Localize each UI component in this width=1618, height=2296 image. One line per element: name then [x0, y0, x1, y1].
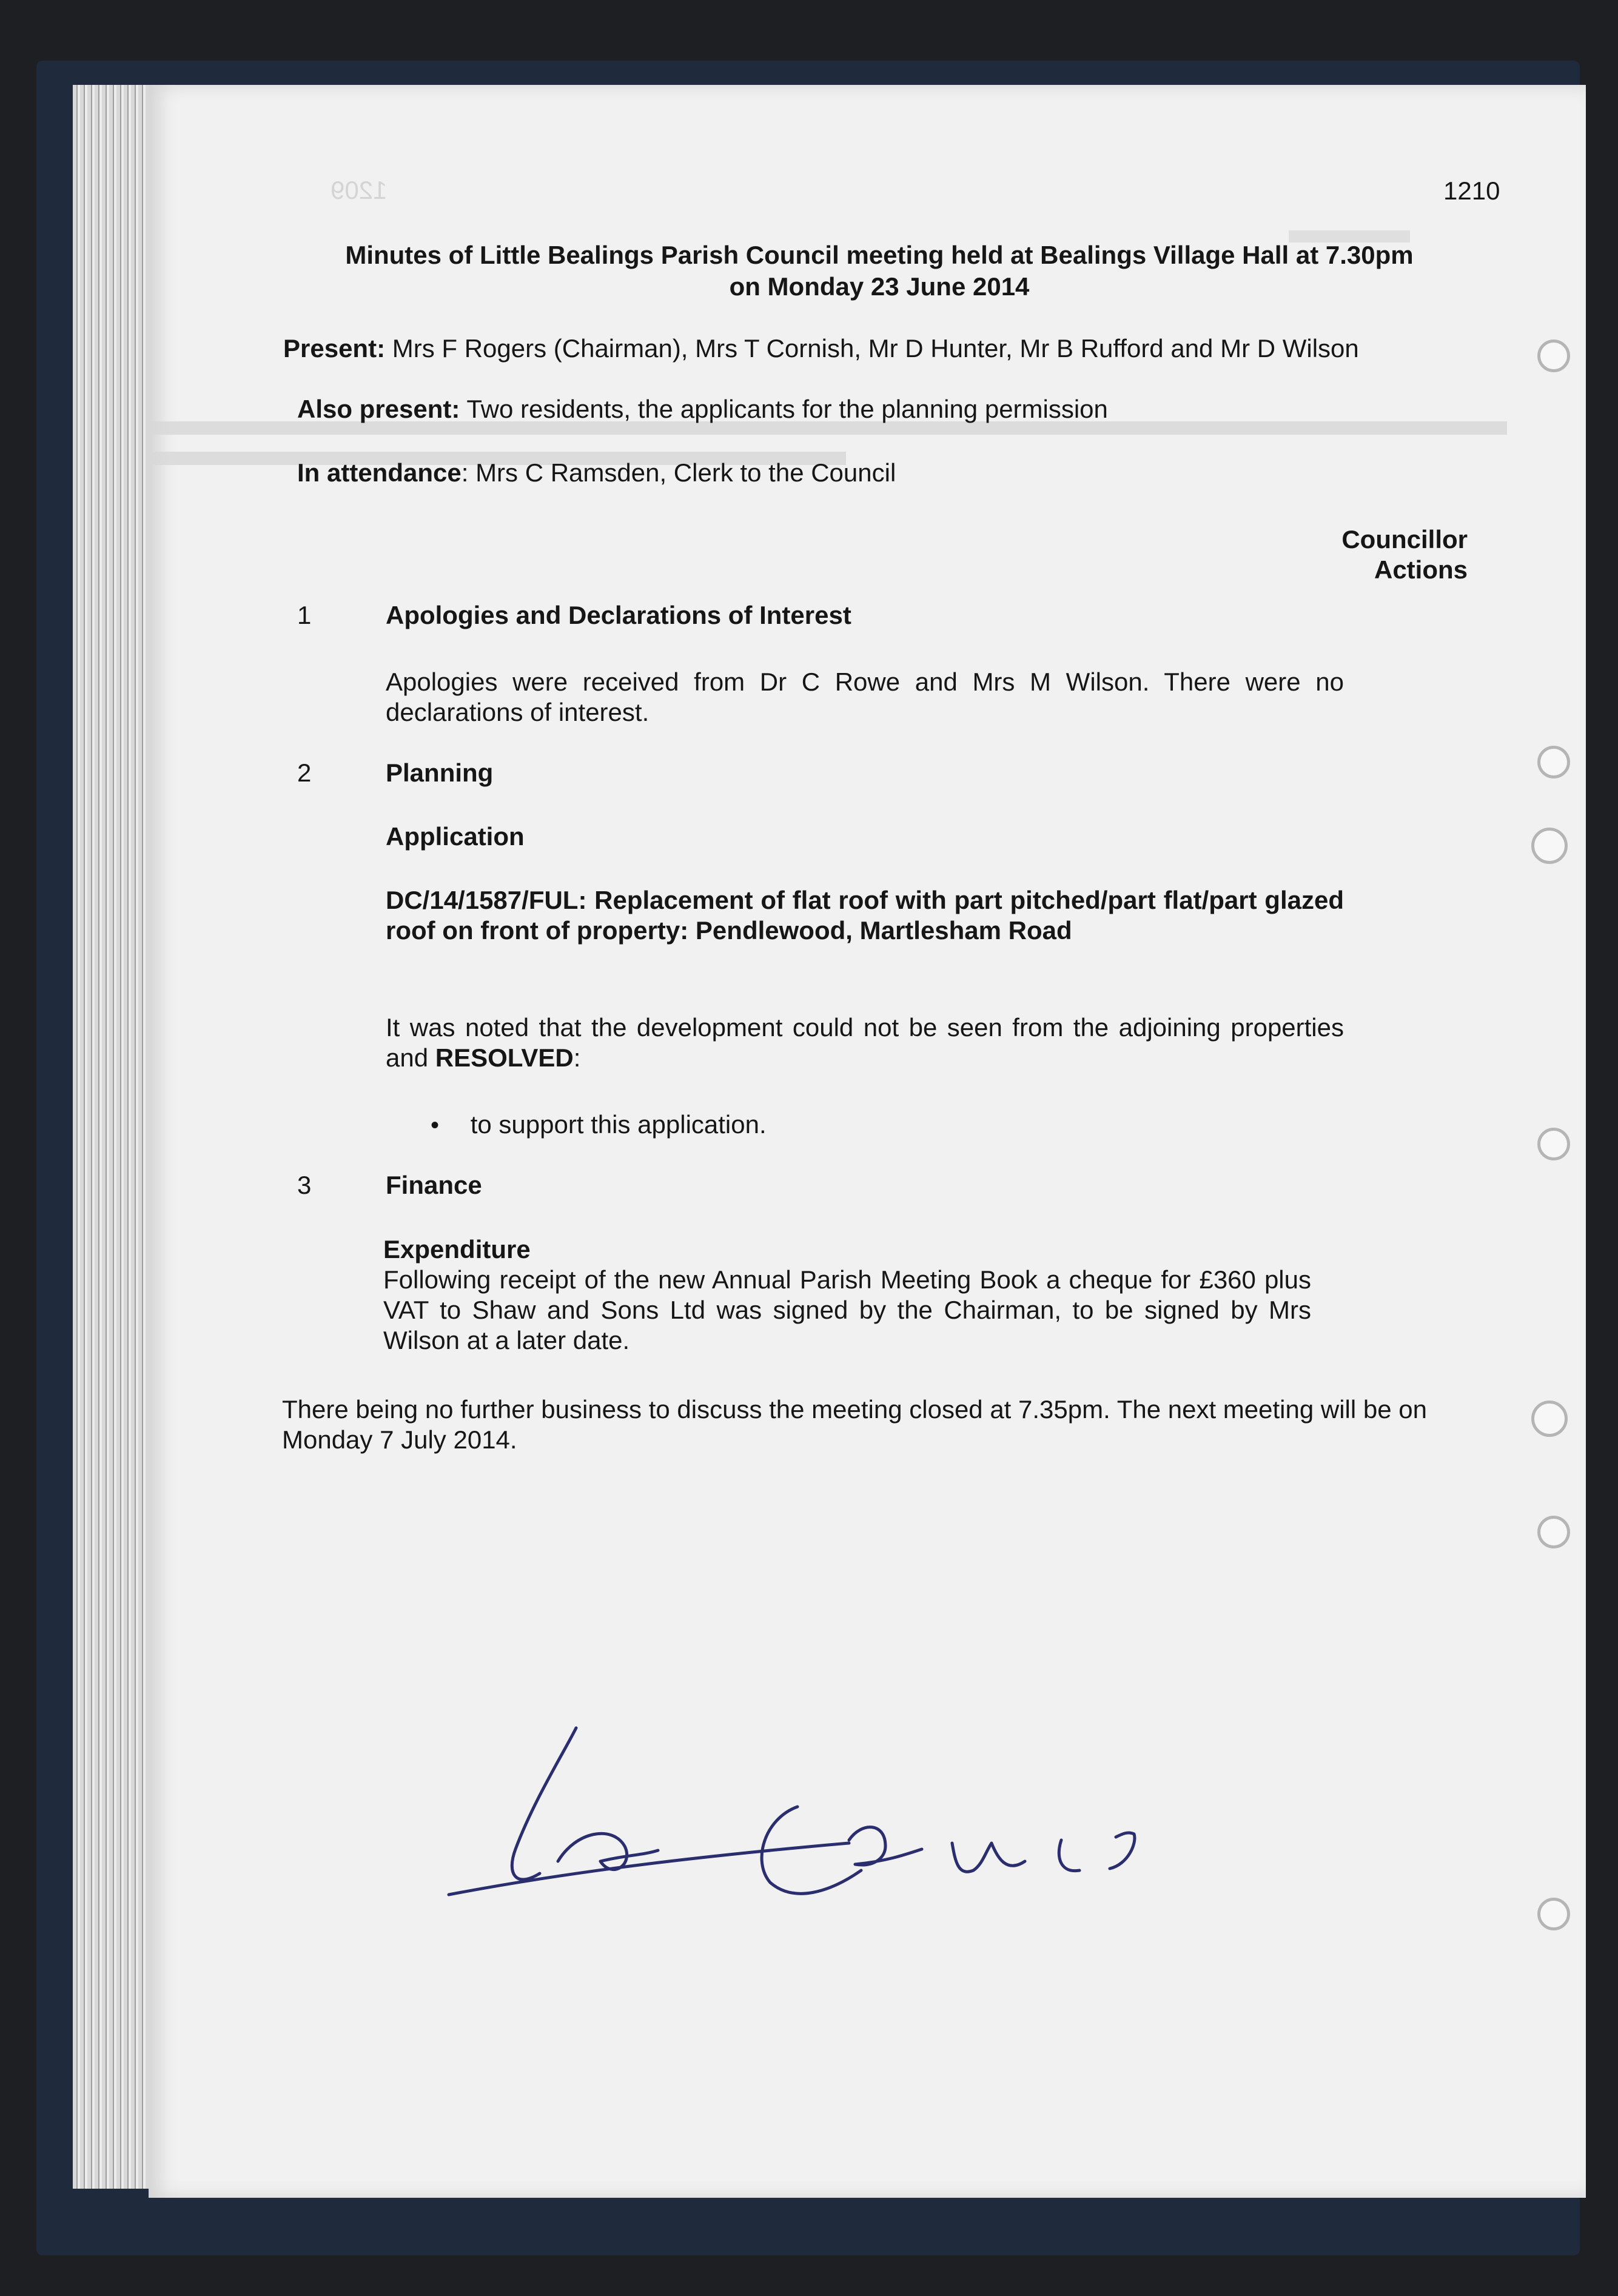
planning-decision-end: : [573, 1043, 581, 1072]
document-title [285, 239, 1474, 303]
binder-ring [1531, 828, 1568, 864]
bleed-through-page-number: 1209 [331, 176, 388, 204]
councillor-actions-header [1292, 524, 1468, 585]
closing-statement: There being no further business to discuss the meeting closed at 7.35pm. The next meeting will be on Monday 7 July 2014. [282, 1395, 1427, 1454]
planning-decision [386, 1012, 1344, 1073]
present-text: Mrs F Rogers (Chairman), Mrs T Cornish, Mr D Hunter, Mr B Rufford and Mr D Wilson [392, 334, 1359, 363]
section-number: 3 [297, 1171, 312, 1199]
bullet-text: to support this application. [470, 1110, 767, 1139]
also-present-line [297, 394, 1108, 424]
section-heading: Finance [386, 1171, 482, 1199]
present-line [283, 333, 1359, 364]
section-subheading: Expenditure [383, 1235, 531, 1263]
planning-application: DC/14/1587/FUL: Replacement of flat roof with part pitched/part flat/part glazed roof on front of property: Pendlewood, Martlesham Road [386, 886, 1344, 945]
binder-ring [1537, 746, 1570, 778]
binder-ring [1537, 1898, 1570, 1930]
also-present-label: Also present: [297, 395, 460, 423]
also-present-text: Two residents, the applicants for the planning permission [466, 395, 1108, 423]
planning-decision-text: It was noted that the development could not be seen from the adjoining properties and [386, 1013, 1344, 1072]
binder-ring [1537, 340, 1570, 372]
section-body: Apologies were received from Dr C Rowe and Mrs M Wilson. There were no declarations of interest. [386, 668, 1344, 726]
section-number: 2 [297, 758, 312, 787]
binder-ring [1537, 1516, 1570, 1548]
bullet-item [431, 1110, 767, 1140]
page-number: 1210 [1443, 176, 1500, 205]
section-body: Following receipt of the new Annual Parish Meeting Book a cheque for £360 plus VAT to Shaw and Sons Ltd was signed by the Chairman, to be signed by Mrs Wilson at a later date. [383, 1265, 1311, 1354]
section-number: 1 [297, 601, 312, 629]
section-heading: Apologies and Declarations of Interest [386, 601, 851, 629]
actions-header-line-2: Actions [1374, 555, 1468, 584]
section-heading: Planning [386, 758, 494, 787]
title-line-2: on Monday 23 June 2014 [729, 272, 1030, 301]
bullet-dot: • [431, 1112, 440, 1139]
present-label: Present: [283, 334, 386, 363]
in-attendance-text: : Mrs C Ramsden, Clerk to the Council [461, 458, 896, 487]
in-attendance-line [297, 458, 896, 488]
page-edges [73, 85, 158, 2189]
binder-ring [1537, 1128, 1570, 1160]
in-attendance-label: In attendance [297, 458, 462, 487]
title-line-1: Minutes of Little Bealings Parish Council meeting held at Bealings Village Hall at 7.30pm [345, 241, 1414, 269]
actions-header-line-1: Councillor [1341, 525, 1468, 554]
resolved-label: RESOLVED [435, 1043, 574, 1072]
signature [425, 1710, 1274, 1928]
binder-ring [1531, 1401, 1568, 1437]
section-subheading: Application [386, 822, 525, 851]
